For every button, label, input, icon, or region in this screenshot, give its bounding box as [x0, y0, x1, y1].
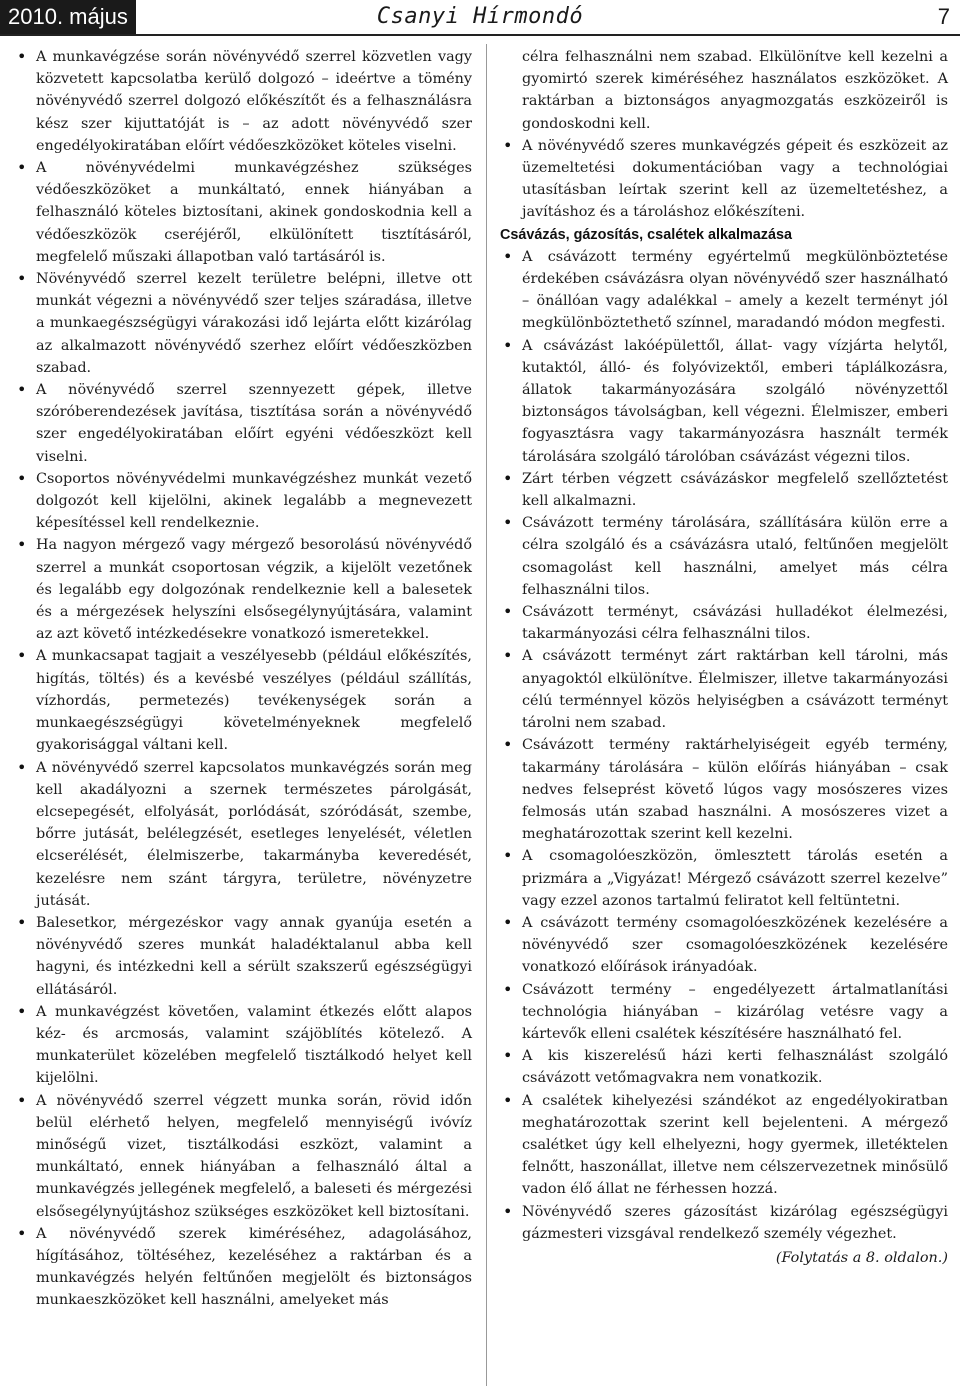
list-item: • Növényvédő szeres gázosítást kizárólag egészségügyi gázmesteri vizsgával rendelkező személy végezhet.: [500, 1201, 948, 1245]
list-item: • A munkacsapat tagjait a veszélyesebb (például előkészítés, higítás, töltés) és a kevésbé veszélyes (például szállítás, vízhordás, permetezés) tevékenységek során a munkaegészségügyi követelményeknek megfelelő gyakorisággal váltani kell.: [14, 645, 472, 756]
page-header: [0, 0, 960, 36]
list-item: • Csávázott terményt, csávázási hulladékot élelmezési, takarmányozási célra felhasználni tilos.: [500, 601, 948, 645]
list-item: • A növényvédő szerrel szennyezett gépek, illetve szóróberendezések javítása, tisztítása során a növényvédő szer engedélyokiratában előírt egyéni védőeszközt kell viselni.: [14, 379, 472, 468]
list-item: • A növényvédő szerrel végzett munka során, rövid időn belül elérhető helyen, megfelelő mennyiségű ivóvíz minőségű vizet, tisztálkodási eszközt, valamint a munkáltató, ennek hiányában a felhasználó által a munkavégzés jellegének megfelelő, a baleseti és mérgezési elsősegélynyújtáshoz szükséges eszközöket kell biztosítani.: [14, 1090, 472, 1223]
continuation-note: (Folytatás a 8. oldalon.): [775, 1249, 948, 1266]
section-heading: Csávázás, gázosítás, csalétek alkalmazása: [500, 226, 793, 243]
left-bullet-list: [14, 46, 472, 1312]
list-item: • A növényvédelmi munkavégzéshez szükséges védőeszközöket a munkáltató, ennek hiányában a felhasználó köteles biztosítani, akinek gondoskodnia kell a védőeszközök cseréjéről, elkülönített tisztításáról, megfelelő műszaki állapotban való tartásáról is.: [14, 157, 472, 268]
list-item: • A növényvédő szerek kiméréséhez, adagolásához, hígításához, töltéséhez, kezeléséhez a raktárban és a munkavégzés helyén feltűnően megjelölt és biztonságos munkaeszközöket kell használni, amelyeket más: [14, 1223, 472, 1312]
list-item: • A csávázott termény egyértelmű megkülönböztetése érdekében csávázásra olyan növényvédő szer használható – önállóan vagy adalékkal – amely a kezelt terményt jól megkülönböztethető színnel, maradandó módon megfesti.: [500, 246, 948, 335]
list-item: • Balesetkor, mérgezéskor vagy annak gyanúja esetén a növényvédő szeres munkát haladéktalanul abba kell hagyni, és intézkedni kell a sérült szakszerű egészségügyi ellátásáról.: [14, 912, 472, 1001]
list-item: • A csávázott terményt zárt raktárban kell tárolni, más anyagoktól elkülönítve. Élelmiszer, illetve takarmányozási célú terménnyel közös helyiségben a csávázott terményt tárolni nem szabad.: [500, 645, 948, 734]
column-divider: [486, 44, 487, 1386]
list-item: • A munkavégzése során növényvédő szerrel közvetlen vagy közvetett kapcsolatba kerülő dolgozó – ideértve a tömény növényvédő szerrel dolgozó előkészítőt és a felhasználásra kész szer kijuttatóját is – az adott növényvédő szer engedélyokiratában előírt védőeszközöket köteles viselni.: [14, 46, 472, 157]
list-item: • A csávázást lakóépülettől, állat- vagy vízjárta helytől, kutaktól, álló- és folyóvizektől, emberi táplálkozásra, állatok takarmányozására szolgáló növényzettől biztonságos távolságban, kell végezni. Élelmiszer, emberi fogyasztásra vagy takarmányozásra használt termék tárolására szolgáló tárolóban csávázást végezni tilos.: [500, 335, 948, 468]
page-number: 7: [937, 4, 950, 29]
newsletter-title: Csanyi Hírmondó: [376, 4, 584, 29]
list-item: • A csomagolóeszközön, ömlesztett tárolás esetén a prizmára a „Vigyázat! Mérgező csávázott szerrel kezelve” vagy ezzel azonos tartalmú feliratot kell feltüntetni.: [500, 845, 948, 912]
list-item: • A csávázott termény csomagolóeszközének kezelésére a növényvédő szer csomagolóeszközének kezelésére vonatkozó előírások irányadóak.: [500, 912, 948, 979]
list-item: • A kis kiszerelésű házi kerti felhasználást szolgáló csávázott vetőmagvakra nem vonatkozik.: [500, 1045, 948, 1089]
list-item: • Növényvédő szerrel kezelt területre belépni, illetve ott munkát végezni a növényvédő szer teljes száradása, illetve a munkaegészségügyi várakozási idő lejárta előtt kizárólag az alkalmazott növényvédő szerhez előírt védőeszközben szabad.: [14, 268, 472, 379]
list-item: • A munkavégzést követően, valamint étkezés előtt alapos kéz- és arcmosás, valamint szájöblítés kötelező. A munkaterület közelében megfelelő tisztálkodó helyet kell kijelölni.: [14, 1001, 472, 1090]
list-item: • Csávázott termény tárolására, szállítására külön erre a célra szolgáló és a csávázásra utaló, feltűnően megjelölt csomagolást kell használni, amelyet más célra felhasználni tilos.: [500, 512, 948, 601]
right-bullet-list-top: [500, 46, 948, 224]
list-item-continuation: célra felhasználni nem szabad. Elkülönítve kell kezelni a gyomirtó szerek kiméréséhez használatos eszközöket. A raktárban a biztonságos anyagmozgatás eszközeiről is gondoskodni kell.: [522, 49, 948, 132]
issue-date: 2010. május: [0, 0, 136, 34]
list-item: • A növényvédő szerrel kapcsolatos munkavégzés során meg kell akadályozni a szernek természetes párolgását, elcsepegését, elfolyását, porlódását, szóródását, szembe, bőrre jutását, belélegzését, esetleges lenyelését, véletlen elcserélését, élelmiszerbe, takarmányba keveredését, kezelésre nem szánt tárgyra, területre, növényzetre jutását.: [14, 757, 472, 912]
list-item: • Csávázott termény raktárhelyiségeit egyéb termény, takarmány tárolására – külön előírás hiányában – csak nedves felseprést követő lúgos vagy mosószeres vizes felmosás után szabad használni. A mosószeres vizet a meghatározottak szerint kell kezelni.: [500, 734, 948, 845]
list-item: • Csoportos növényvédelmi munkavégzéshez munkát vezető dolgozót kell kijelölni, akinek legalább a megnevezett képesítéssel kell rendelkeznie.: [14, 468, 472, 535]
list-item: • Ha nagyon mérgező vagy mérgező besorolású növényvédő szerrel a munkát csoportosan végzik, a kijelölt vezetőnek és legalább egy dolgozónak rendelkeznie kell a balesetek és a mérgezések helyszíni elsősegélynyújtására, valamint az azt követő intézkedésekre vonatkozó ismeretekkel.: [14, 534, 472, 645]
right-column: [500, 46, 948, 1269]
list-item: • Zárt térben végzett csávázáskor megfelelő szellőztetést kell alkalmazni.: [500, 468, 948, 512]
right-bullet-list: [500, 246, 948, 1245]
left-column: [14, 46, 472, 1312]
list-item: • A növényvédő szeres munkavégzés gépeit és eszközeit az üzemeltetési dokumentációban vagy a technológiai utasításban leírtak szerint kell az üzemeltetéshez, a javításhoz és a tároláshoz előkészíteni.: [500, 135, 948, 224]
list-item: • Csávázott termény – engedélyezett ártalmatlanítási technológia hiányában – kizárólag vetésre vagy a kártevők elleni csalétek készítésére használható fel.: [500, 979, 948, 1046]
list-item: • A csalétek kihelyezési szándékot az engedélyokiratban meghatározottak szerint kell bejelenteni. A mérgező csalétket úgy kell elhelyezni, hogy gyermek, illetéktelen felnőtt, haszonállat, illetve nem célszervezetnek minősülő vadon élő állat ne férhessen hozzá.: [500, 1090, 948, 1201]
